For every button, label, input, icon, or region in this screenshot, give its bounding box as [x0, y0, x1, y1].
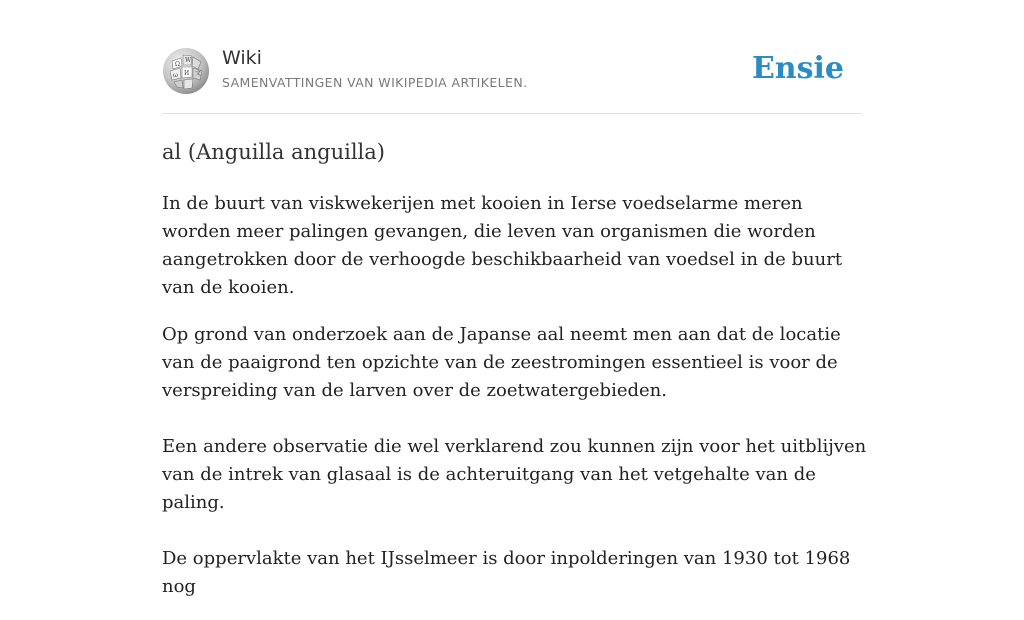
- page: [162, 0, 867, 597]
- article-paragraph: In de buurt van viskwekerijen met kooien in Ierse voedselarme meren worden meer palingen gevangen, die leven van organismen die worden aangetrokken door de verhoogde beschikbaarheid van voedsel in de buurt van de kooien.: [162, 193, 843, 298]
- article-paragraph: Een andere observatie die wel verklarend zou kunnen zijn voor het uitblijven van de intrek van glasaal is de achteruitgang van het vetgehalte van de paling.: [162, 436, 867, 513]
- article-paragraph: De oppervlakte van het IJsselmeer is door inpolderingen van 1930 tot 1968 nog: [162, 548, 851, 597]
- svg-text:Ω: Ω: [175, 61, 180, 68]
- ensie-brand-logo[interactable]: Ensie: [751, 51, 844, 86]
- site-title[interactable]: Wiki: [222, 47, 262, 69]
- article-title: al (Anguilla anguilla): [162, 140, 385, 164]
- wikipedia-globe-icon[interactable]: [162, 47, 210, 95]
- article-body: [162, 190, 867, 620]
- svg-text:И: И: [184, 70, 190, 77]
- svg-text:ω: ω: [173, 72, 178, 79]
- site-header: [162, 0, 862, 114]
- svg-text:W: W: [185, 57, 192, 64]
- article-paragraph: Op grond van onderzoek aan de Japanse aal neemt men aan dat de locatie van de paaigrond ten opzichte van de zeestromingen essentieel is voor de verspreiding van de larven over de zoetwatergebieden.: [162, 324, 841, 401]
- site-tagline: SAMENVATTINGEN VAN WIKIPEDIA ARTIKELEN.: [222, 75, 528, 90]
- svg-text:文: 文: [195, 70, 202, 77]
